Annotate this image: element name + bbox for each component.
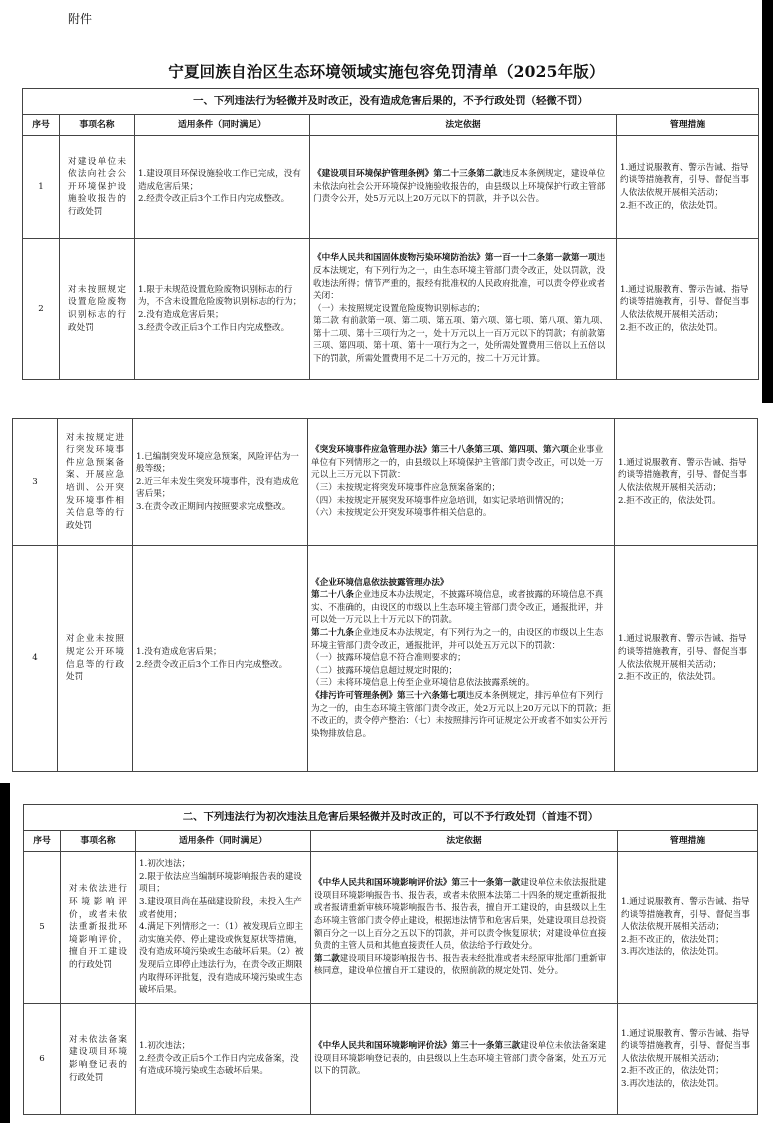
item-name: 对未依法进行环境影响评价，或者未依法重新报批环境影响评价，擅自开工建设的行政处罚 bbox=[61, 852, 136, 1004]
item-name: 对未按照规定设置危险废物识别标志的行政处罚 bbox=[60, 239, 135, 380]
basis-text: 违反本法规定，有下列行为之一，由生态环境主管部门责令改正，处以罚款，没收违法所得；情节严重的，报经有批准权的人民政府批准，可以责令停业或者关闭： bbox=[313, 253, 606, 302]
basis-paragraph bbox=[311, 652, 611, 665]
measure-line: 2.拒不改正的，依法处罚。 bbox=[618, 672, 721, 683]
basis-text: 违反本条例规定，建设单位未依法向社会公开环境保护设施验收报告的，由县级以上环境保护行政主管部门责令公开，处5万元以上20万元以下的罚款，并予以公告。 bbox=[313, 169, 606, 205]
conditions-cell bbox=[133, 419, 308, 546]
header-measures: 管理措施 bbox=[617, 115, 759, 136]
measure-line: 2.拒不改正的，依法处罚。 bbox=[620, 200, 723, 211]
measure-line: 1.通过说服教育、警示告诫、指导约谈等措施教育，引导、督促当事人依法依规开展相关活动； bbox=[620, 162, 749, 198]
basis-citation: 第二款 bbox=[314, 953, 340, 964]
measures-cell bbox=[618, 1004, 758, 1115]
basis-paragraph bbox=[311, 589, 611, 627]
basis-paragraph bbox=[313, 252, 613, 302]
row-number: 4 bbox=[13, 546, 58, 772]
item-name: 对未按规定进行突发环境事件应急预案备案、开展应急培训、公开突发环境事件相关信息等的行政处罚 bbox=[58, 419, 133, 546]
header-basis: 法定依据 bbox=[310, 115, 617, 136]
measure-line: 1.通过说服教育、警示告诫、指导约谈等措施教育，引导、督促当事人依法依规开展相关活动； bbox=[621, 897, 750, 933]
legal-basis-cell bbox=[310, 136, 617, 239]
basis-text: 企业事业单位有下列情形之一的，由县级以上环境保护主管部门责令改正，可以处一万元以上三万元以下罚款： bbox=[311, 445, 604, 481]
header-num: 序号 bbox=[23, 115, 60, 136]
measures-cell bbox=[618, 852, 758, 1004]
condition-line: 1.建设项目环保设施验收工作已完成，没有造成危害后果； bbox=[138, 169, 301, 192]
measure-line: 2.拒不改正的，依法处罚； bbox=[621, 934, 724, 945]
condition-line: 3.在责令改正期间内按照要求完成整改。 bbox=[136, 501, 291, 512]
basis-text: 建设单位未依法报批建设项目环境影响报告书、报告表，或者未依照本法第二十四条的规定重新报批或者报请重新审核环境影响报告书、报告表，擅自开工建设的，由县级以上生态环境主管部门责令停止建设，根据违法情节和危害后果，处建设项目总投资额百分之一以上百分之五以下的罚款，并可以责令恢复原状；对建设单位直接负责的主管人员和其他直接责任人员，依法给予行政处分。 bbox=[314, 878, 607, 952]
basis-paragraph bbox=[311, 482, 611, 495]
basis-text: （一）未按照规定设置危险废物识别标志的； bbox=[313, 303, 485, 314]
basis-text: 违反本条例规定，排污单位有下列行为之一的，由生态环境主管部门责令改正，处2万元以上20万元以下的罚款；拒不改正的，责令停产整治：（七）未按照排污许可证规定公开或者不如实公开污染物排放信息。 bbox=[311, 690, 611, 739]
legal-basis-cell bbox=[310, 239, 617, 380]
condition-line: 1.已编制突发环境应急预案，风险评估为一般等级； bbox=[136, 451, 299, 475]
basis-citation: 第二十九条 bbox=[311, 628, 354, 639]
attachment-label: 附件 bbox=[68, 12, 93, 26]
condition-line: 2.近三年未发生突发环境事件，没有造成危害后果； bbox=[136, 476, 299, 500]
condition-line: 2.限于依法应当编制环境影响报告表的建设项目； bbox=[139, 871, 302, 895]
basis-citation: 《排污许可管理条例》第三十六条第七项 bbox=[311, 690, 466, 701]
basis-paragraph bbox=[314, 877, 614, 953]
header-basis: 法定依据 bbox=[311, 831, 618, 852]
table-row bbox=[24, 852, 758, 1004]
table-block-3 bbox=[23, 804, 757, 1115]
measure-line: 2.拒不改正的，依法处罚； bbox=[621, 1066, 724, 1077]
basis-text: （四）未按规定开展突发环境事件应急培训，如实记录培训情况的； bbox=[311, 495, 569, 506]
basis-paragraph bbox=[313, 168, 613, 206]
table-block-1 bbox=[22, 88, 758, 380]
measures-cell bbox=[615, 546, 758, 772]
basis-paragraph bbox=[311, 677, 611, 690]
basis-citation: 《中华人民共和国固体废物污染环境防治法》第一百一十二条第一款第一项 bbox=[313, 253, 597, 264]
basis-paragraph bbox=[311, 495, 611, 508]
basis-paragraph bbox=[311, 665, 611, 678]
header-name: 事项名称 bbox=[61, 831, 136, 852]
conditions-cell bbox=[135, 136, 310, 239]
header-conditions: 适用条件（同时满足） bbox=[135, 115, 310, 136]
condition-line: 4.满足下列情形之一：（1）被发现后立即主动实施关停、停止建设或恢复原状等措施，没有造成环境污染或生态破坏后果。（2）被发现后立即停止违法行为，在责令改正期限内取得环评批复，没有造成环境污染或生态破坏后果。 bbox=[139, 922, 304, 996]
table-row bbox=[13, 419, 758, 546]
row-number: 3 bbox=[13, 419, 58, 546]
basis-text: （三）未按规定将突发环境事件应急预案备案的； bbox=[311, 483, 501, 493]
row-number: 1 bbox=[23, 136, 60, 239]
row-number: 5 bbox=[24, 852, 61, 1004]
basis-paragraph bbox=[313, 315, 613, 365]
table-row bbox=[23, 136, 759, 239]
header-name: 事项名称 bbox=[60, 115, 135, 136]
basis-paragraph bbox=[314, 953, 614, 978]
basis-paragraph bbox=[311, 507, 611, 520]
basis-paragraph bbox=[311, 444, 611, 482]
basis-text: 第二款 有前款第一项、第二项、第五项、第六项、第七项、第八项、第九项、第十二项、第十三项行为之一，处十万元以上一百万元以下的罚款；有前款第三项、第四项、第十项、第十一项行为之一，处所需处置费用三倍以上五倍以下的罚款，所需处置费用不足二十万元的，按二十万元计算。 bbox=[313, 316, 608, 365]
conditions-cell bbox=[135, 239, 310, 380]
basis-paragraph bbox=[314, 1040, 614, 1078]
header-measures: 管理措施 bbox=[618, 831, 758, 852]
row-number: 6 bbox=[24, 1004, 61, 1115]
basis-text: 企业违反本办法规定，有下列行为之一的，由设区的市级以上生态环境主管部门责令改正，通报批评，并可以处五万元以下的罚款： bbox=[311, 628, 604, 651]
item-name: 对未依法备案建设项目环境影响登记表的行政处罚 bbox=[61, 1004, 136, 1115]
basis-text: 企业违反本办法规定，不披露环境信息，或者披露的环境信息不真实、不准确的，由设区的市级以上生态环境主管部门责令改正，通报批评，并可以处一万元以上十万元以下的罚款。 bbox=[311, 590, 604, 626]
basis-text: 建设单位未依法备案建设项目环境影响登记表的，由县级以上生态环境主管部门责令备案，处五万元以下的罚款。 bbox=[314, 1041, 607, 1077]
section1-title: 一、下列违法行为轻微并及时改正，没有造成危害后果的，不予行政处罚（轻微不罚） bbox=[23, 89, 759, 115]
item-name: 对建设单位未依法向社会公开环境保护设施验收报告的行政处罚 bbox=[60, 136, 135, 239]
measure-line: 1.通过说服教育、警示告诫、指导约谈等措施教育，引导、督促当事人依法依规开展相关活动； bbox=[618, 634, 747, 670]
basis-text: （三）未将环境信息上传至企业环境信息依法披露系统的。 bbox=[311, 678, 535, 689]
measures-cell bbox=[617, 239, 759, 380]
basis-citation: 《企业环境信息依法披露管理办法》 bbox=[311, 577, 449, 588]
table-block-2 bbox=[12, 418, 757, 772]
condition-line: 2.经责令改正后5个工作日内完成备案，没有造成环境污染或生态破坏后果。 bbox=[139, 1053, 299, 1077]
basis-citation: 《突发环境事件应急管理办法》第三十八条第三项、第四项、第六项 bbox=[311, 445, 569, 456]
condition-line: 3.建设项目尚在基础建设阶段，未投入生产或者使用； bbox=[139, 897, 302, 920]
condition-line: 2.经责令改正后3个工作日内完成整改。 bbox=[136, 659, 288, 670]
document-title: 宁夏回族自治区生态环境领域实施包容免罚清单（2025年版） bbox=[168, 62, 605, 81]
legal-basis-cell bbox=[311, 852, 618, 1004]
basis-text: （六）未按规定公开突发环境事件相关信息的。 bbox=[311, 508, 492, 519]
measures-cell bbox=[617, 136, 759, 239]
conditions-cell bbox=[133, 546, 308, 772]
table-header-row bbox=[24, 831, 758, 852]
legal-basis-cell bbox=[308, 546, 615, 772]
penalty-table-section2 bbox=[23, 804, 758, 1115]
measure-line: 2.拒不改正的，依法处罚。 bbox=[620, 322, 723, 333]
header-conditions: 适用条件（同时满足） bbox=[136, 831, 311, 852]
basis-text: （一）披露环境信息不符合准则要求的； bbox=[311, 653, 466, 664]
basis-text: 建设项目环境影响报告书、报告表未经批准或者未经原审批部门重新审核同意，建设单位擅自开工建设的，依照前款的规定处罚、处分。 bbox=[314, 953, 607, 977]
conditions-cell bbox=[136, 1004, 311, 1115]
legal-basis-cell bbox=[308, 419, 615, 546]
measure-line: 1.通过说服教育、警示告诫、指导约谈等措施教育，引导、督促当事人依法依规开展相关活动； bbox=[620, 284, 749, 320]
measures-cell bbox=[615, 419, 758, 546]
scan-edge-stripe bbox=[762, 0, 773, 403]
condition-line: 3.经责令改正后3个工作日内完成整改。 bbox=[138, 322, 290, 333]
condition-line: 1.初次违法； bbox=[139, 859, 191, 870]
penalty-table-section1-part2 bbox=[12, 418, 758, 772]
condition-line: 1.初次违法； bbox=[139, 1041, 191, 1052]
condition-line: 1.没有造成危害后果； bbox=[136, 646, 222, 657]
condition-line: 2.经责令改正后3个工作日内完成整改。 bbox=[138, 194, 290, 205]
measure-line: 1.通过说服教育、警示告诫、指导约谈等措施教育，引导、督促当事人依法依规开展相关活动； bbox=[621, 1028, 750, 1064]
basis-citation: 《中华人民共和国环境影响评价法》第三十一条第一款 bbox=[314, 878, 521, 889]
basis-citation: 《中华人民共和国环境影响评价法》第三十一条第三款 bbox=[314, 1041, 521, 1052]
conditions-cell bbox=[136, 852, 311, 1004]
scan-edge-stripe bbox=[0, 783, 10, 1123]
measure-line: 1.通过说服教育、警示告诫、指导约谈等措施教育，引导、督促当事人依法依规开展相关活动； bbox=[618, 457, 747, 493]
table-row bbox=[13, 546, 758, 772]
basis-paragraph bbox=[313, 303, 613, 316]
basis-paragraph bbox=[311, 627, 611, 652]
section2-title: 二、下列违法行为初次违法且危害后果轻微并及时改正的，可以不予行政处罚（首违不罚） bbox=[24, 805, 758, 831]
condition-line: 1.限于未规范设置危险废物识别标志的行为，不含未设置危险废物识别标志的行为； bbox=[138, 284, 302, 308]
penalty-table-section1-part1 bbox=[22, 88, 759, 380]
basis-citation: 第二十八条 bbox=[311, 590, 354, 601]
basis-paragraph bbox=[311, 577, 611, 590]
table-header-row bbox=[23, 115, 759, 136]
legal-basis-cell bbox=[311, 1004, 618, 1115]
table-row bbox=[23, 239, 759, 380]
row-number: 2 bbox=[23, 239, 60, 380]
item-name: 对企业未按照规定公开环境信息等的行政处罚 bbox=[58, 546, 133, 772]
basis-paragraph bbox=[311, 690, 611, 740]
basis-text: （二）披露环境信息超过规定时限的； bbox=[311, 665, 458, 676]
condition-line: 2.没有造成危害后果； bbox=[138, 310, 224, 320]
measure-line: 3.再次违法的，依法处罚。 bbox=[621, 947, 724, 958]
measure-line: 2.拒不改正的，依法处罚。 bbox=[618, 495, 721, 506]
basis-citation: 《建设项目环境保护管理条例》第二十三条第二款 bbox=[313, 169, 503, 180]
table-row bbox=[24, 1004, 758, 1115]
header-num: 序号 bbox=[24, 831, 61, 852]
measure-line: 3.再次违法的，依法处罚。 bbox=[621, 1078, 724, 1089]
